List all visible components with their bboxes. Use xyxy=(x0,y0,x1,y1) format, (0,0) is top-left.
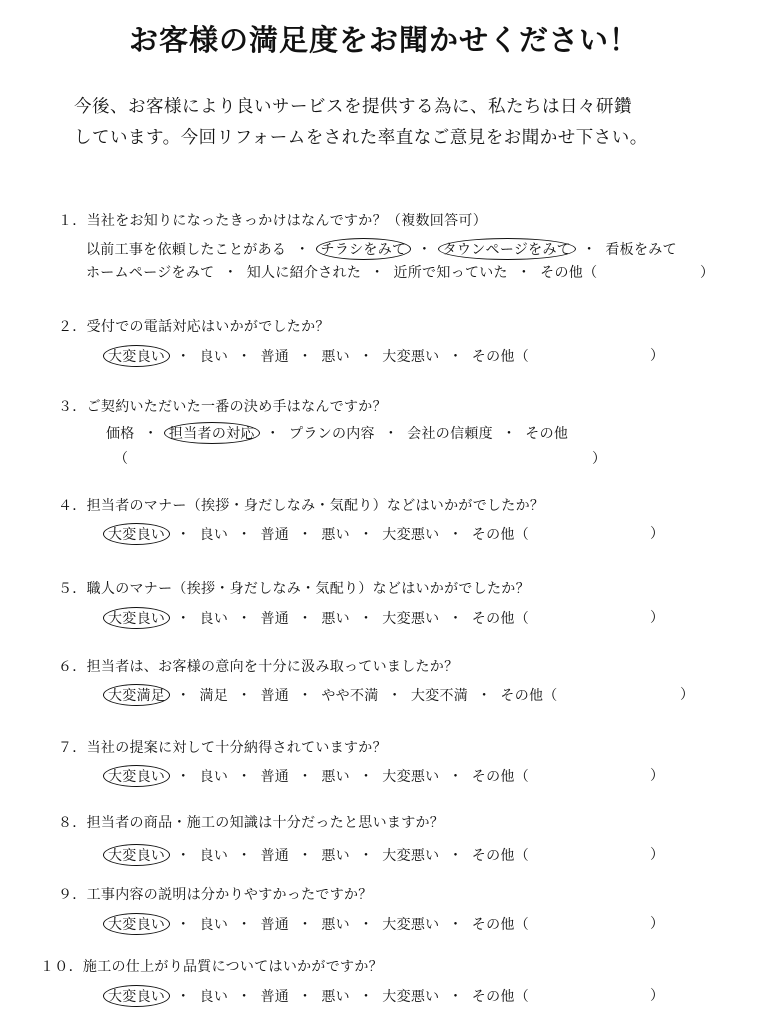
question-7-options: 大変良い ・ 良い ・ 普通 ・ 悪い ・ 大変悪い ・ その他（ xyxy=(106,765,529,787)
question-6: ６．担当者は、お客様の意向を十分に汲み取っていましたか？ xyxy=(58,659,459,675)
question-5-options: 大変良い ・ 良い ・ 普通 ・ 悪い ・ 大変悪い ・ その他（ xyxy=(106,607,529,629)
q2-option: 悪い xyxy=(321,349,350,365)
q1-option: 以前工事を依頼したことがある xyxy=(86,242,287,258)
question-10: １０．施工の仕上がり品質についてはいかがですか？ xyxy=(40,959,383,975)
q2-option-circled: 大変良い xyxy=(103,345,170,367)
q2-option: その他（ xyxy=(471,349,529,365)
q5-option: 大変悪い xyxy=(382,611,440,627)
intro-line-1: 今後、お客様により良いサービスを提供する為に、私たちは日々研鑽 xyxy=(74,97,632,117)
q6-option: やや不満 xyxy=(321,688,379,704)
q4-close-paren: ） xyxy=(650,526,664,542)
q6-close-paren: ） xyxy=(680,687,694,703)
q2-option: 大変悪い xyxy=(382,349,440,365)
question-3-options: 価格 ・ 担当者の対応 ・ プランの内容 ・ 会社の信頼度 ・ その他 xyxy=(106,422,568,444)
q8-option: 悪い xyxy=(321,848,350,864)
question-10-options: 大変良い ・ 良い ・ 普通 ・ 悪い ・ 大変悪い ・ その他（ xyxy=(106,985,529,1007)
q4-option: 良い xyxy=(199,527,229,543)
q8-option: 良い xyxy=(199,848,229,864)
q1-option-circled: タウンページをみて xyxy=(438,238,576,260)
q1-option: 知人に紹介された xyxy=(246,265,362,281)
question-4-options: 大変良い ・ 良い ・ 普通 ・ 悪い ・ 大変悪い ・ その他（ xyxy=(106,523,529,545)
q6-option: その他（ xyxy=(500,688,558,704)
q7-close-paren: ） xyxy=(650,768,664,784)
question-8: ８．担当者の商品・施工の知識は十分だったと思いますか？ xyxy=(58,815,445,831)
q3-option: 価格 xyxy=(106,426,135,442)
q9-option-circled: 大変良い xyxy=(103,913,170,935)
q9-option: 大変悪い xyxy=(382,917,440,933)
q10-option: 普通 xyxy=(260,989,290,1005)
q4-option: その他（ xyxy=(471,527,529,543)
q4-option: 悪い xyxy=(321,527,350,543)
q3-option: その他 xyxy=(525,426,569,442)
q5-option: 良い xyxy=(199,611,229,627)
q8-option-circled: 大変良い xyxy=(103,844,170,866)
q8-option: 普通 xyxy=(260,848,290,864)
question-3: ３．ご契約いただいた一番の決め手はなんですか？ xyxy=(58,399,387,415)
question-1-options-row-2: ホームページをみて ・ 知人に紹介された ・ 近所で知っていた ・ その他（ xyxy=(86,262,597,282)
q7-option: 大変悪い xyxy=(382,769,440,785)
page-title: お客様の満足度をお聞かせください！ xyxy=(128,23,639,57)
question-7: ７．当社の提案に対して十分納得されていますか？ xyxy=(58,740,387,756)
q1-close-paren: ） xyxy=(700,265,714,281)
q5-option: 普通 xyxy=(260,611,290,627)
q9-option: その他（ xyxy=(471,917,529,933)
q10-close-paren: ） xyxy=(650,988,664,1004)
q6-option: 普通 xyxy=(260,688,290,704)
q6-option: 満足 xyxy=(199,688,229,704)
q10-option: その他（ xyxy=(471,989,529,1005)
question-4: ４．担当者のマナー（挨拶・身だしなみ・気配り）などはいかがでしたか？ xyxy=(58,498,545,514)
q2-option: 普通 xyxy=(260,349,290,365)
q4-option-circled: 大変良い xyxy=(103,523,170,545)
q3-open-paren: （ xyxy=(114,451,128,467)
q7-option: 普通 xyxy=(260,769,290,785)
q1-option: その他（ xyxy=(540,265,598,281)
q1-option: 看板をみて xyxy=(605,242,677,258)
q4-option: 普通 xyxy=(260,527,290,543)
q9-close-paren: ） xyxy=(650,916,664,932)
q7-option: 良い xyxy=(199,769,229,785)
q6-option: 大変不満 xyxy=(410,688,469,704)
question-8-options: 大変良い ・ 良い ・ 普通 ・ 悪い ・ 大変悪い ・ その他（ xyxy=(106,844,529,866)
q8-option: 大変悪い xyxy=(382,848,440,864)
q4-option: 大変悪い xyxy=(382,527,440,543)
question-2-options: 大変良い ・ 良い ・ 普通 ・ 悪い ・ 大変悪い ・ その他（ xyxy=(106,345,529,367)
q10-option: 良い xyxy=(199,989,229,1005)
intro-line-2: しています。今回リフォームをされた率直なご意見をお聞かせ下さい。 xyxy=(74,128,648,148)
q9-option: 普通 xyxy=(260,917,290,933)
q3-option: プランの内容 xyxy=(289,426,375,442)
q1-option: ホームページをみて xyxy=(86,265,215,281)
question-5: ５．職人のマナー（挨拶・身だしなみ・気配り）などはいかがでしたか？ xyxy=(58,581,530,597)
q5-option: その他（ xyxy=(471,611,529,627)
q7-option: その他（ xyxy=(471,769,529,785)
question-6-options: 大変満足 ・ 満足 ・ 普通 ・ やや不満 ・ 大変不満 ・ その他（ xyxy=(106,684,558,706)
q8-close-paren: ） xyxy=(650,847,664,863)
q1-option: 近所で知っていた xyxy=(393,265,508,281)
q5-option: 悪い xyxy=(321,611,350,627)
question-9: ９．工事内容の説明は分かりやすかったですか？ xyxy=(58,887,373,903)
question-1: １．当社をお知りになったきっかけはなんですか？（複数回答可） xyxy=(58,213,487,229)
q10-option: 悪い xyxy=(321,989,350,1005)
q8-option: その他（ xyxy=(471,848,529,864)
q3-option-circled: 担当者の対応 xyxy=(164,422,260,444)
intro-text xyxy=(74,92,648,154)
q1-option-circled: チラシをみて xyxy=(316,238,412,260)
q5-close-paren: ） xyxy=(650,610,664,626)
q10-option: 大変悪い xyxy=(382,989,440,1005)
q3-close-paren: ） xyxy=(592,451,606,467)
q3-option: 会社の信頼度 xyxy=(407,426,493,442)
q7-option-circled: 大変良い xyxy=(103,765,170,787)
question-9-options: 大変良い ・ 良い ・ 普通 ・ 悪い ・ 大変悪い ・ その他（ xyxy=(106,913,529,935)
q7-option: 悪い xyxy=(321,769,350,785)
q10-option-circled: 大変良い xyxy=(103,985,170,1007)
q2-option: 良い xyxy=(199,349,229,365)
question-2: ２．受付での電話対応はいかがでしたか？ xyxy=(58,319,330,335)
question-1-options-row-1: 以前工事を依頼したことがある ・ チラシをみて ・ タウンページをみて ・ 看板をみて xyxy=(86,238,677,260)
q9-option: 悪い xyxy=(321,917,350,933)
q9-option: 良い xyxy=(199,917,229,933)
q5-option-circled: 大変良い xyxy=(103,607,170,629)
q2-close-paren: ） xyxy=(650,348,664,364)
q6-option-circled: 大変満足 xyxy=(103,684,170,706)
